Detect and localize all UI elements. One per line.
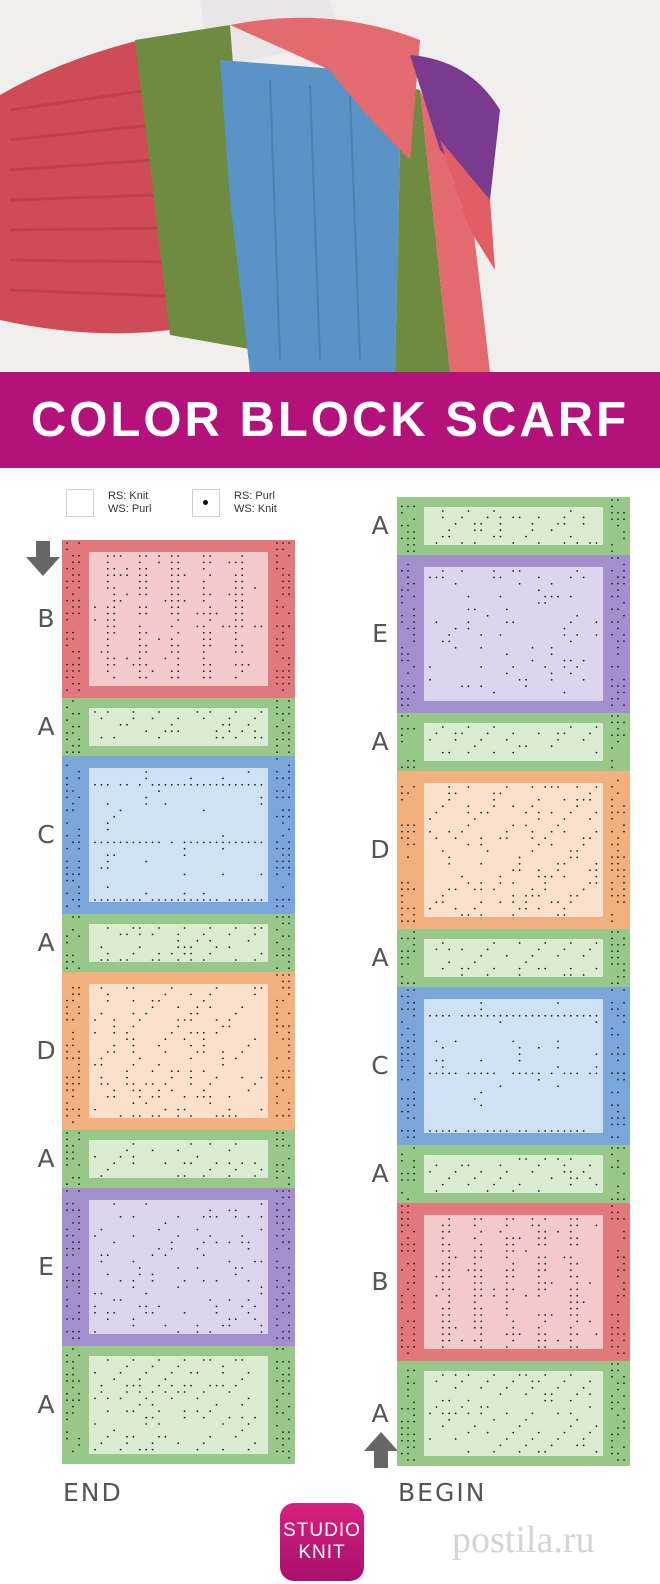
chart-section-E [397, 555, 630, 713]
chart-section-C [397, 987, 630, 1145]
section-fill [89, 984, 268, 1118]
section-fill [424, 1215, 603, 1349]
section-label-E: E [38, 1252, 54, 1281]
section-label-B: B [371, 1267, 389, 1296]
section-label-A: A [371, 1159, 389, 1188]
section-label-C: C [371, 1051, 389, 1080]
section-label-C: C [37, 820, 55, 849]
section-label-A: A [37, 1144, 55, 1173]
section-label-A: A [371, 1398, 389, 1428]
chart-section-A [397, 1145, 630, 1203]
legend-purl-line1: RS: Purl [234, 490, 275, 502]
logo-line2: KNIT [298, 1542, 346, 1563]
section-fill [89, 1200, 268, 1334]
section-fill [89, 924, 268, 962]
section-label-D: D [36, 1036, 56, 1065]
banner-title: COLOR BLOCK SCARF [30, 393, 630, 447]
chart-section-A [397, 497, 630, 555]
legend-purl-dot [203, 500, 208, 505]
section-label-E: E [372, 619, 388, 648]
section-fill [89, 708, 268, 746]
chart-section-B [397, 1203, 630, 1361]
section-fill [424, 507, 603, 545]
chart-section-E [62, 1188, 295, 1346]
legend-knit-text [108, 490, 151, 516]
arrow-down-icon [26, 541, 60, 577]
section-fill [424, 999, 603, 1133]
studio-knit-logo [280, 1503, 364, 1581]
section-label-D: D [370, 835, 390, 864]
section-fill [89, 1356, 268, 1454]
chart-section-A [397, 713, 630, 771]
section-fill [424, 1371, 603, 1456]
chart-section-D [62, 972, 295, 1130]
section-label-A: A [371, 943, 389, 972]
section-fill [424, 783, 603, 917]
chart-section-B [62, 540, 295, 698]
section-fill [89, 552, 268, 686]
chart-section-C [62, 756, 295, 914]
legend-purl-text [234, 490, 277, 516]
chart-section-A [62, 1130, 295, 1188]
section-label-A: A [37, 1390, 55, 1419]
chart-section-A [397, 929, 630, 987]
legend-knit-line2: WS: Purl [108, 503, 152, 515]
section-label-A: A [37, 712, 55, 741]
chart-section-A [397, 1361, 630, 1466]
section-label-A: A [371, 727, 389, 756]
legend-knit-line1: RS: Knit [108, 490, 149, 502]
chart-section-A [62, 698, 295, 756]
watermark: postila.ru [452, 1519, 595, 1561]
title-banner [0, 372, 660, 468]
logo-line1: STUDIO [283, 1520, 361, 1541]
section-label-A: A [371, 511, 389, 540]
end-label: END [63, 1478, 123, 1507]
legend-knit-box [66, 489, 94, 517]
section-fill [424, 939, 603, 977]
section-label-A: A [37, 928, 55, 957]
arrow-up-icon [364, 1432, 398, 1468]
section-fill [424, 723, 603, 761]
section-fill [89, 768, 268, 902]
begin-label: BEGIN [398, 1478, 487, 1507]
legend-purl-line2: WS: Knit [234, 503, 277, 515]
section-label-B: B [37, 604, 55, 633]
right-chart [397, 497, 630, 1466]
section-fill [424, 1155, 603, 1193]
chart-section-A [62, 1346, 295, 1464]
chart-section-A [62, 914, 295, 972]
scarf-photo [0, 0, 660, 372]
section-fill [424, 567, 603, 701]
section-fill [89, 1140, 268, 1178]
left-chart [62, 540, 295, 1464]
scarf-photo-illustration [0, 0, 660, 372]
chart-section-D [397, 771, 630, 929]
